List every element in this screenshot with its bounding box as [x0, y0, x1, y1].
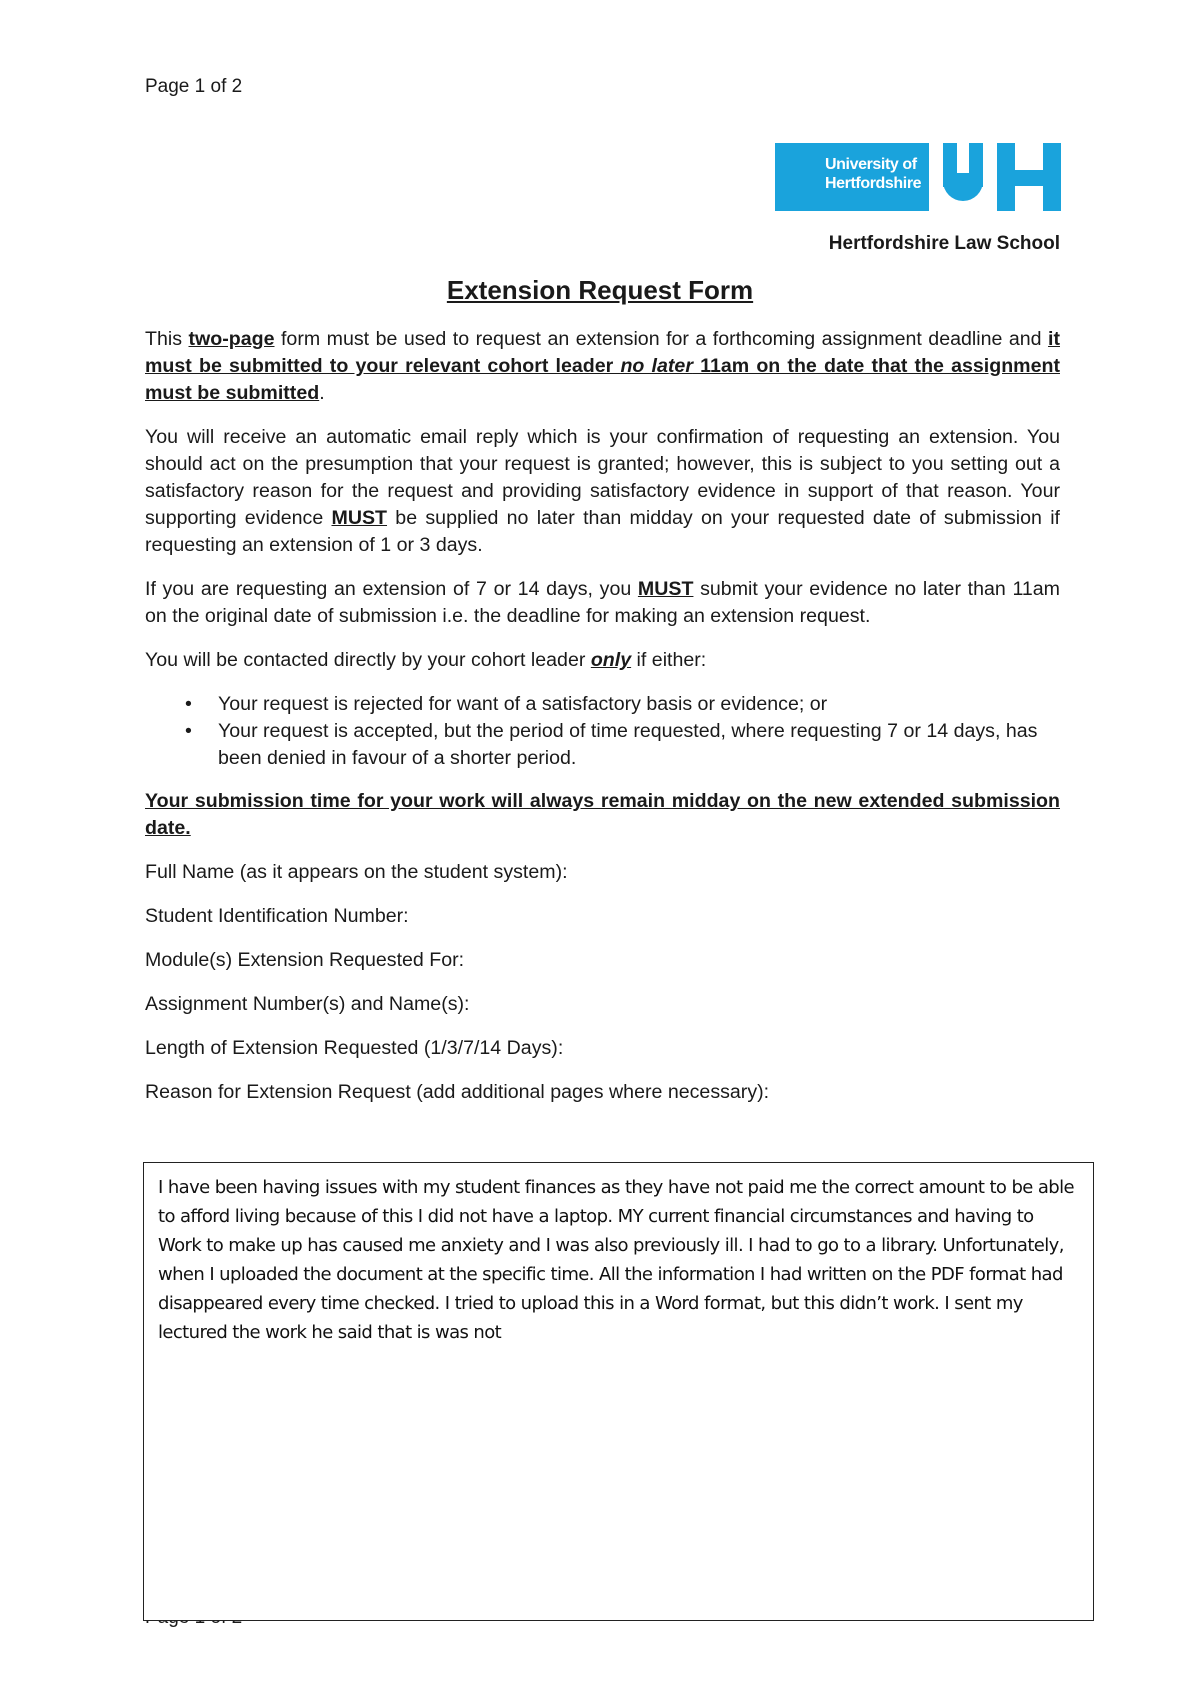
field-modules: Module(s) Extension Requested For: [145, 949, 465, 971]
list-item: • Your request is accepted, but the period of time requested, where requesting 7 or 14 days, has been denied in favour of a shorter period. [185, 720, 1038, 769]
field-assignment: Assignment Number(s) and Name(s): [145, 993, 470, 1015]
logo-wordmark [775, 143, 929, 211]
bullet-icon: • [185, 720, 192, 742]
field-full-name: Full Name (as it appears on the student system): [145, 861, 568, 883]
field-extension-length: Length of Extension Requested (1/3/7/14 Days): [145, 1037, 564, 1059]
field-student-id: Student Identification Number: [145, 905, 409, 927]
submission-notice: Your submission time for your work will always remain midday on the new extended submission date. [145, 790, 1060, 839]
logo-letter-h-icon [997, 143, 1061, 211]
logo-line-2: Hertfordshire [825, 175, 922, 192]
bullet-icon: • [185, 693, 192, 715]
page-header: Page 1 of 2 [145, 76, 243, 97]
form-body [145, 326, 1060, 1123]
intro-paragraph-3: If you are requesting an extension of 7 or 14 days, you MUST submit your evidence no later than 11am on the original date of submission i.e. the deadline for making an extension request. [145, 578, 1061, 627]
school-name: Hertfordshire Law School [828, 233, 1060, 254]
list-item: • Your request is rejected for want of a satisfactory basis or evidence; or [145, 691, 1060, 718]
form-title: Extension Request Form [446, 275, 754, 305]
reason-text-box[interactable]: I have been having issues with my student finances as they have not paid me the correct amount to be able to afford living because of this I did not have a laptop. MY current financial circumstances and having to Work to make up has caused me anxiety and I was also previously ill. I had to go to a library. Unfortunately, when I uploaded the document at the specific time. All the information I had written on the PDF format had disappeared every time checked. I tried to upload this in a Word format, but this didn’t work. I sent my lectured the work he said that is was not [143, 1162, 1094, 1621]
logo-letter-u-icon [943, 143, 983, 201]
intro-paragraph-4: You will be contacted directly by your cohort leader only if either: [145, 649, 707, 671]
logo-line-1: University of [825, 156, 917, 173]
field-reason-label: Reason for Extension Request (add additional pages where necessary): [145, 1081, 770, 1103]
conditions-list [145, 691, 1060, 772]
intro-paragraph-1: This two-page form must be used to request an extension for a forthcoming assignment deadline and it must be submitted to your relevant cohort leader no later 11am on the date that the assignment must be submitted. [145, 328, 1060, 404]
university-logo [775, 143, 1061, 213]
intro-paragraph-2: You will receive an automatic email reply which is your confirmation of requesting an extension. You should act on the presumption that your request is granted; however, this is subject to you setting out a satisfactory reason for the request and providing satisfactory evidence in support of that reason. Your supporting evidence MUST be supplied no later than midday on your requested date of submission if requesting an extension of 1 or 3 days. [145, 426, 1060, 556]
